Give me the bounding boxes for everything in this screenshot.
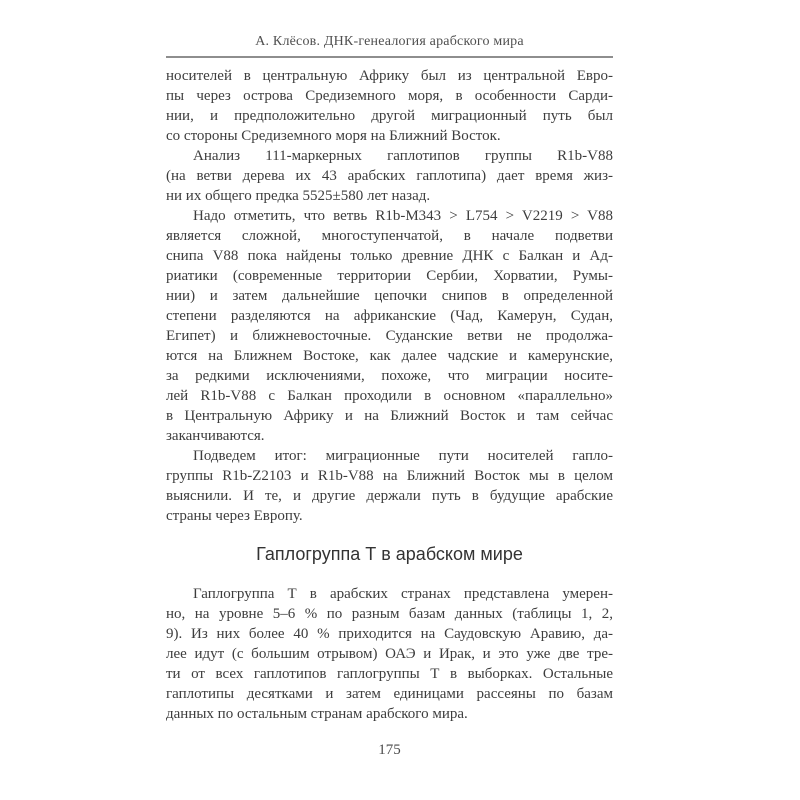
text-line: группы R1b-Z2103 и R1b-V88 на Ближний Восток мы в целом [166,468,613,484]
paragraph [166,446,613,526]
text-line: пы через острова Средиземного моря, в особенности Сарди- [166,88,613,104]
paragraph [166,584,613,724]
text-line: (на ветви дерева их 43 арабских гаплотипа) дает время жиз- [166,168,613,184]
paragraph [166,206,613,446]
section-heading: Гаплогруппа Т в арабском мире [256,544,523,564]
text-line: данных по остальным странам арабского мира. [166,706,468,722]
text-line: нии) и затем дальнейшие цепочки снипов в определенной [166,288,613,304]
text-line: за редкими исключениями, похоже, что миграции носите- [166,368,613,384]
text-line: риатики (современные территории Сербии, Хорватии, Румы- [166,268,613,284]
text-line: гаплотипы десятками и затем единицами рассеяны по базам [166,686,613,702]
text-column [166,66,613,724]
text-line: является сложной, многоступенчатой, в начале подветви [166,228,613,244]
text-line: в Центральную Африку и на Ближний Восток и там сейчас [166,408,613,424]
text-line: 9). Из них более 40 % приходится на Саудовскую Аравию, да- [166,626,613,642]
text-line: снипа V88 пока найдены только древние ДНК с Балкан и Ад- [166,248,613,264]
page-number: 175 [378,742,401,758]
text-line: но, на уровне 5–6 % по разным базам данных (таблицы 1, 2, [166,606,613,622]
text-line: Надо отметить, что ветвь R1b-M343 > L754 > V2219 > V88 [193,208,613,224]
paragraph [166,66,613,146]
text-line: выяснили. И те, и другие держали путь в будущие арабские [166,488,613,504]
text-line: Анализ 111-маркерных гаплотипов группы R1b-V88 [193,148,613,164]
text-line: носителей в центральную Африку был из центральной Евро- [166,68,613,84]
text-line: ются на Ближнем Востоке, как далее чадские и камерунские, [166,348,613,364]
text-line: заканчиваются. [166,428,265,444]
text-line: степени разделяются на африканские (Чад, Камерун, Судан, [166,308,613,324]
paragraph [166,146,613,206]
header-rule [166,56,613,58]
text-line: Египет) и ближневосточные. Суданские ветви не продолжа- [166,328,613,344]
text-line: страны через Европу. [166,508,303,524]
text-line: Гаплогруппа Т в арабских странах представлена умерен- [193,586,613,602]
text-line: лее идут (с большим отрывом) ОАЭ и Ирак, и это уже две тре- [166,646,613,662]
text-line: лей R1b-V88 с Балкан проходили в основном «параллельно» [166,388,613,404]
text-line: Подведем итог: миграционные пути носителей гапло- [193,448,613,464]
text-line: ни их общего предка 5525±580 лет назад. [166,188,431,204]
text-line: нии, и предположительно другой миграционный путь был [166,108,613,124]
text-line: ти от всех гаплотипов гаплогруппы Т в выборках. Остальные [166,666,613,682]
running-title: А. Клёсов. ДНК-генеалогия арабского мира [255,34,524,49]
text-line: со стороны Средиземного моря на Ближний Восток. [166,128,501,144]
